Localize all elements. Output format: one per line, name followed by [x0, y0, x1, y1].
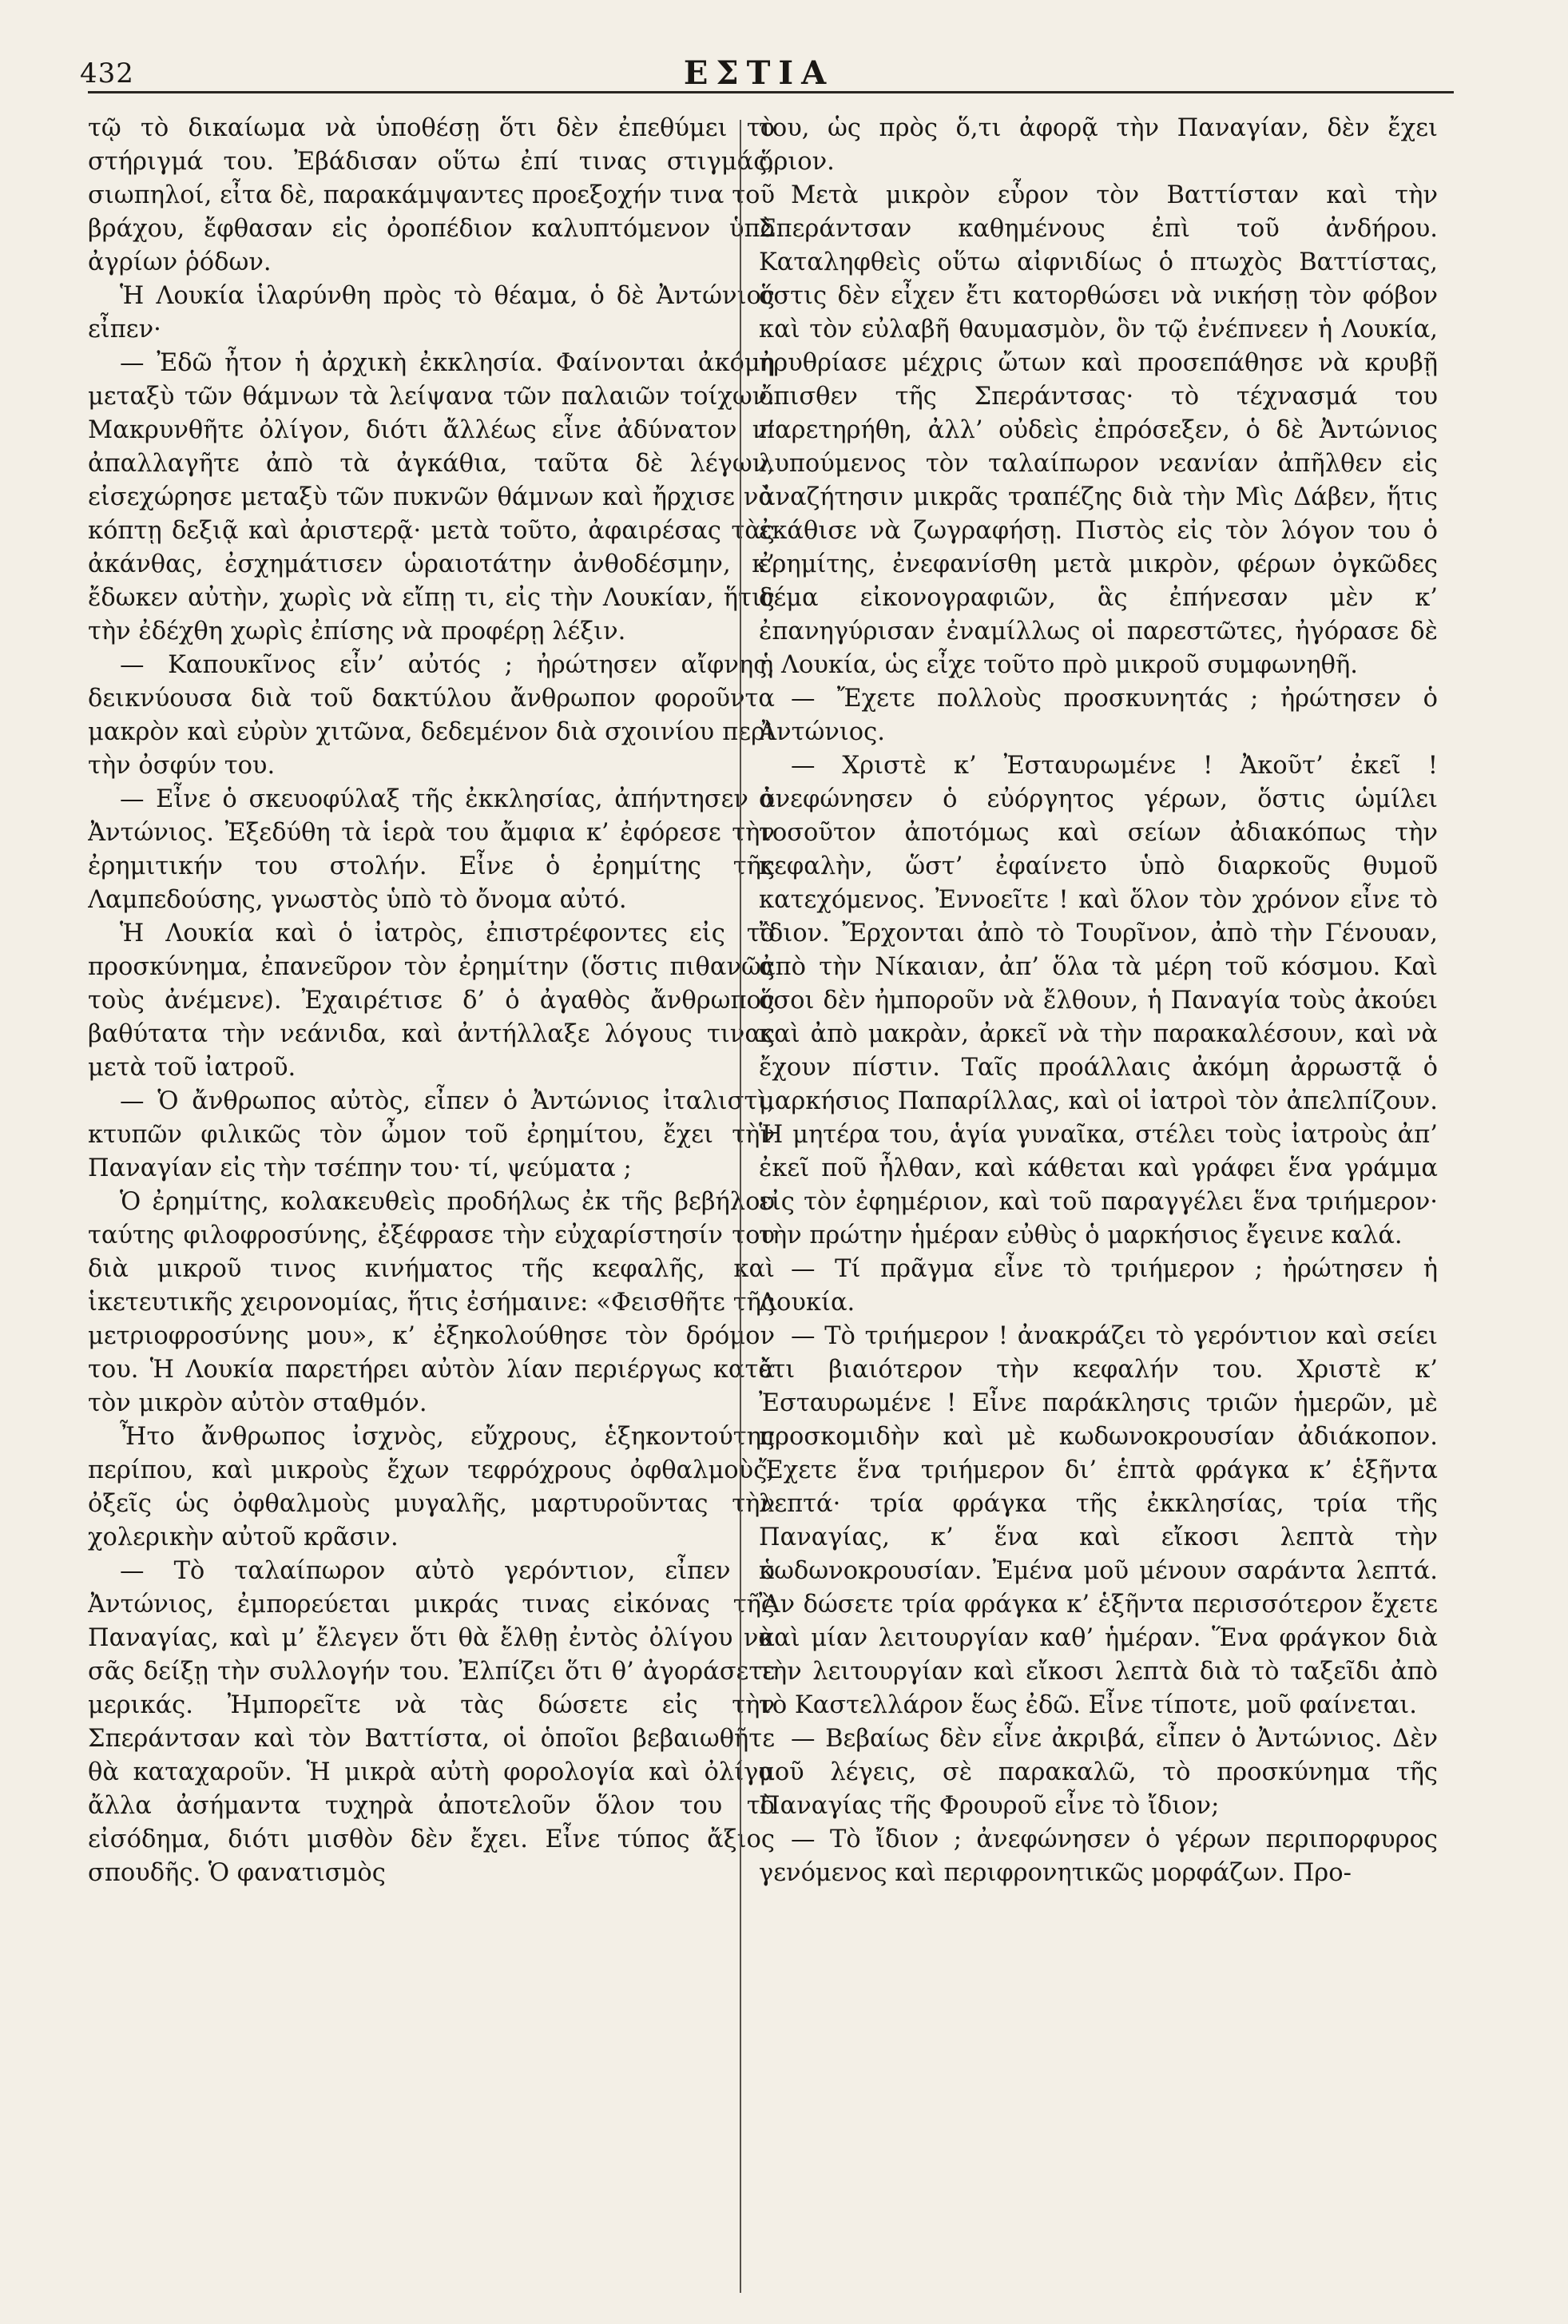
- right-para-7: — Βεβαίως δὲν εἶνε ἀκριβά, εἶπεν ὁ Ἀντώνιος. Δὲν μοῦ λέγεις, σὲ παρακαλῶ, τὸ προσκύνημα τῆς Παναγίας τῆς Φρουροῦ εἶνε τὸ ἴδιον;: [759, 1725, 1438, 1820]
- left-para-5: — Εἶνε ὁ σκευοφύλαξ τῆς ἐκκλησίας, ἀπήντησεν ὁ Ἀντώνιος. Ἐξεδύθη τὰ ἱερὰ του ἄμφια κ’ ἐφόρεσε τὴν ἐρημιτικήν του στολήν. Εἶνε ὁ ἐρημίτης τῆς Λαμπεδούσης, γνωστὸς ὑπὸ τὸ ὄνομα αὐτό.: [88, 785, 775, 914]
- left-para-9: Ἦτο ἄνθρωπος ἰσχνὸς, εὔχρους, ἑξηκοντούτης περίπου, καὶ μικροὺς ἔχων τεφρόχρους ὀφθαλμοὺς, ὀξεῖς ὡς ὀφθαλμοὺς μυγαλῆς, μαρτυροῦντας τὴν χολερικὴν αὐτοῦ κρᾶσιν.: [88, 1423, 775, 1551]
- right-para-3: — Ἔχετε πολλοὺς προσκυνητάς ; ἠρώτησεν ὁ Ἀντώνιος.: [759, 685, 1438, 746]
- running-title: ΕΣΤΙΑ: [683, 54, 835, 92]
- page-header: [80, 32, 1438, 96]
- left-para-3: — Ἐδῶ ἦτον ἡ ἀρχικὴ ἐκκλησία. Φαίνονται ἀκόμη μεταξὺ τῶν θάμνων τὰ λείψανα τῶν παλαιῶν τοίχων. Μακρυνθῆτε ὀλίγον, διότι ἄλλέως εἶνε ἀδύνατον ν’ ἀπαλλαγῆτε ἀπὸ τὰ ἀγκάθια, ταῦτα δὲ λέγων, εἰσεχώρησε μεταξὺ τῶν πυκνῶν θάμνων καὶ ἤρχισε νὰ κόπτῃ δεξιᾷ καὶ ἀριστερᾷ· μετὰ τοῦτο, ἀφαιρέσας τὰς ἀκάνθας, ἐσχημάτισεν ὡραιοτάτην ἀνθοδέσμην, κ’ ἔδωκεν αὐτὴν, χωρὶς νὰ εἴπῃ τι, εἰς τὴν Λουκίαν, ἥτις τὴν ἐδέχθη χωρὶς ἐπίσης νὰ προφέρῃ λέξιν.: [88, 349, 775, 646]
- left-column: [88, 112, 775, 2301]
- left-para-8: Ὁ ἐρημίτης, κολακευθεὶς προδήλως ἐκ τῆς βεβήλου ταύτης φιλοφροσύνης, ἐξέφρασε τὴν εὐχαρίστησίν του διὰ μικροῦ τινος κινήματος τῆς κεφαλῆς, καὶ ἱκετευτικῆς χειρονομίας, ἥτις ἐσήμαινε: «Φεισθῆτε τῆς μετριοφροσύνης μου», κ’ ἐξηκολούθησε τὸν δρόμον του. Ἡ Λουκία παρετήρει αὐτὸν λίαν περιέργως κατὰ τὸν μικρὸν αὐτὸν σταθμόν.: [88, 1188, 775, 1417]
- left-para-1: τῷ τὸ δικαίωμα νὰ ὑποθέσῃ ὅτι δὲν ἐπεθύμει τὸ στήριγμά του. Ἐβάδισαν οὕτω ἐπί τινας στιγμάς, σιωπηλοί, εἶτα δὲ, παρακάμψαντες προεξοχήν τινα τοῦ βράχου, ἔφθασαν εἰς ὀροπέδιον καλυπτόμενον ὑπὸ ἀγρίων ῥόδων.: [88, 114, 775, 276]
- column-divider: [740, 120, 741, 2293]
- left-para-4: — Καπουκῖνος εἶν’ αὐτός ; ἠρώτησεν αἴφνης, δεικνύουσα διὰ τοῦ δακτύλου ἄνθρωπον φοροῦντα μακρὸν καὶ εὐρὺν χιτῶνα, δεδεμένον διὰ σχοινίου περὶ τὴν ὀσφύν του.: [88, 651, 775, 780]
- header-rule: [88, 91, 1454, 93]
- right-para-4: — Χριστὲ κ’ Ἐσταυρωμένε ! Ἀκοῦτ’ ἐκεῖ ! ἀνεφώνησεν ὁ εὐόργητος γέρων, ὅστις ὡμίλει τοσοῦτον ἀποτόμως καὶ σείων ἀδιακόπως τὴν κεφαλὴν, ὥστ’ ἐφαίνετο ὑπὸ διαρκοῦς θυμοῦ κατεχόμενος. Ἐννοεῖτε ! καὶ ὅλον τὸν χρόνον εἶνε τὸ ἴδιον. Ἔρχονται ἀπὸ τὸ Τουρῖνον, ἀπὸ τὴν Γένουαν, ἀπὸ τὴν Νίκαιαν, ἀπ’ ὅλα τὰ μέρη τοῦ κόσμου. Καὶ ὅσοι δὲν ἠμποροῦν νὰ ἔλθουν, ἡ Παναγία τοὺς ἀκούει καὶ ἀπὸ μακρὰν, ἀρκεῖ νὰ τὴν παρακαλέσουν, καὶ νὰ ἔχουν πίστιν. Ταῖς προάλλαις ἀκόμη ἀρρωστᾷ ὁ μαρκήσιος Παπαρίλλας, καὶ οἱ ἰατροὶ τὸν ἀπελπίζουν. Ἡ μητέρα του, ἁγία γυναῖκα, στέλει τοὺς ἰατροὺς ἀπ’ ἐκεῖ ποῦ ἦλθαν, καὶ κάθεται καὶ γράφει ἕνα γράμμα εἰς τὸν ἐφημέριον, καὶ τοῦ παραγγέλει ἕνα τριήμερον· τὴν πρώτην ἡμέραν εὐθὺς ὁ μαρκήσιος ἔγεινε καλά.: [759, 752, 1438, 1249]
- right-para-2: Μετὰ μικρὸν εὗρον τὸν Βαττίσταν καὶ τὴν Σπεράντσαν καθημένους ἐπὶ τοῦ ἀνδήρου. Καταληφθεὶς οὕτω αἰφνιδίως ὁ πτωχὸς Βαττίστας, ὅστις δὲν εἶχεν ἔτι κατορθώσει νὰ νικήσῃ τὸν φόβον καὶ τὸν εὐλαβῆ θαυμασμὸν, ὃν τῷ ἐνέπνεεν ἡ Λουκία, ἠρυθρίασε μέχρις ὤτων καὶ προσεπάθησε νὰ κρυβῇ ὄπισθεν τῆς Σπεράντσας· τὸ τέχνασμά του παρετηρήθη, ἀλλ’ οὐδεὶς ἐπρόσεξεν, ὁ δὲ Ἀντώνιος λυπούμενος τὸν ταλαίπωρον νεανίαν ἀπῆλθεν εἰς ἀναζήτησιν μικρᾶς τραπέζης διὰ τὴν Μὶς Δάβεν, ἥτις ἐκάθισε νὰ ζωγραφήσῃ. Πιστὸς εἰς τὸν λόγον του ὁ ἐρημίτης, ἐνεφανίσθη μετὰ μικρὸν, φέρων ὀγκῶδες δέμα εἰκονογραφιῶν, ἃς ἐπήνεσαν μὲν κ’ ἐπανηγύρισαν ἐναμίλλως οἱ παρεστῶτες, ἠγόρασε δὲ ἡ Λουκία, ὡς εἶχε τοῦτο πρὸ μικροῦ συμφωνηθῆ.: [759, 181, 1438, 679]
- left-para-7: — Ὁ ἄνθρωπος αὐτὸς, εἶπεν ὁ Ἀντώνιος ἰταλιστὶ, κτυπῶν φιλικῶς τὸν ὦμον τοῦ ἐρημίτου, ἔχει τὴν Παναγίαν εἰς τὴν τσέπην του· τί, ψεύματα ;: [88, 1087, 775, 1182]
- right-para-8: — Τὸ ἴδιον ; ἀνεφώνησεν ὁ γέρων περιπορφυρος γενόμενος καὶ περιφρονητικῶς μορφάζων. Προ-: [759, 1825, 1438, 1887]
- left-para-10: — Τὸ ταλαίπωρον αὐτὸ γερόντιον, εἶπεν ὁ Ἀντώνιος, ἐμπορεύεται μικράς τινας εἰκόνας τῆς Παναγίας, καὶ μ’ ἔλεγεν ὅτι θὰ ἔλθῃ ἐντὸς ὀλίγου νὰ σᾶς δείξῃ τὴν συλλογήν του. Ἐλπίζει ὅτι θ’ ἀγοράσετε μερικάς. Ἠμπορεῖτε νὰ τὰς δώσετε εἰς τὴν Σπεράντσαν καὶ τὸν Βαττίστα, οἱ ὁποῖοι βεβαιωθῆτε θὰ καταχαροῦν. Ἡ μικρὰ αὐτὴ φορολογία καὶ ὀλίγα ἄλλα ἀσήμαντα τυχηρὰ ἀποτελοῦν ὅλον του τὸ εἰσόδημα, διότι μισθὸν δὲν ἔχει. Εἶνε τύπος ἄξιος σπουδῆς. Ὁ φανατισμὸς: [88, 1557, 775, 1887]
- right-para-5: — Τί πρᾶγμα εἶνε τὸ τριήμερον ; ἠρώτησεν ἡ Λουκία.: [759, 1255, 1438, 1317]
- page-number: 432: [80, 58, 134, 89]
- left-para-2: Ἡ Λουκία ἱλαρύνθη πρὸς τὸ θέαμα, ὁ δὲ Ἀντώνιος εἶπεν·: [88, 282, 775, 344]
- right-para-1: του, ὡς πρὸς ὅ,τι ἀφορᾷ τὴν Παναγίαν, δὲν ἔχει ὅριον.: [759, 114, 1438, 176]
- left-para-6: Ἡ Λουκία καὶ ὁ ἰατρὸς, ἐπιστρέφοντες εἰς τὸ προσκύνημα, ἐπανεῦρον τὸν ἐρημίτην (ὅστις πιθανῶς τοὺς ἀνέμενε). Ἐχαιρέτισε δ’ ὁ ἀγαθὸς ἄνθρωπος βαθύτατα τὴν νεάνιδα, καὶ ἀντήλλαξε λόγους τινας μετὰ τοῦ ἰατροῦ.: [88, 920, 775, 1082]
- right-para-6: — Τὸ τριήμερον ! ἀνακράζει τὸ γερόντιον καὶ σείει ἔτι βιαιότερον τὴν κεφαλήν του. Χριστὲ κ’ Ἐσταυρωμένε ! Εἶνε παράκλησις τριῶν ἡμερῶν, μὲ προσκομιδὴν καὶ μὲ κωδωνοκρουσίαν ἀδιάκοπον. Ἔχετε ἕνα τριήμερον δι’ ἑπτὰ φράγκα κ’ ἑξῆντα λεπτά· τρία φράγκα τῆς ἐκκλησίας, τρία τῆς Παναγίας, κ’ ἕνα καὶ εἴκοσι λεπτὰ τὴν κωδωνοκρουσίαν. Ἐμένα μοῦ μένουν σαράντα λεπτά. Ἂν δώσετε τρία φράγκα κ’ ἑξῆντα περισσότερον ἔχετε καὶ μίαν λειτουργίαν καθ’ ἡμέραν. Ἕνα φράγκον διὰ τὴν λειτουργίαν καὶ εἴκοσι λεπτὰ διὰ τὸ ταξεῖδι ἀπὸ τὸ Καστελλάρον ἕως ἐδῶ. Εἶνε τίποτε, μοῦ φαίνεται.: [759, 1322, 1438, 1719]
- right-column: [759, 112, 1438, 2301]
